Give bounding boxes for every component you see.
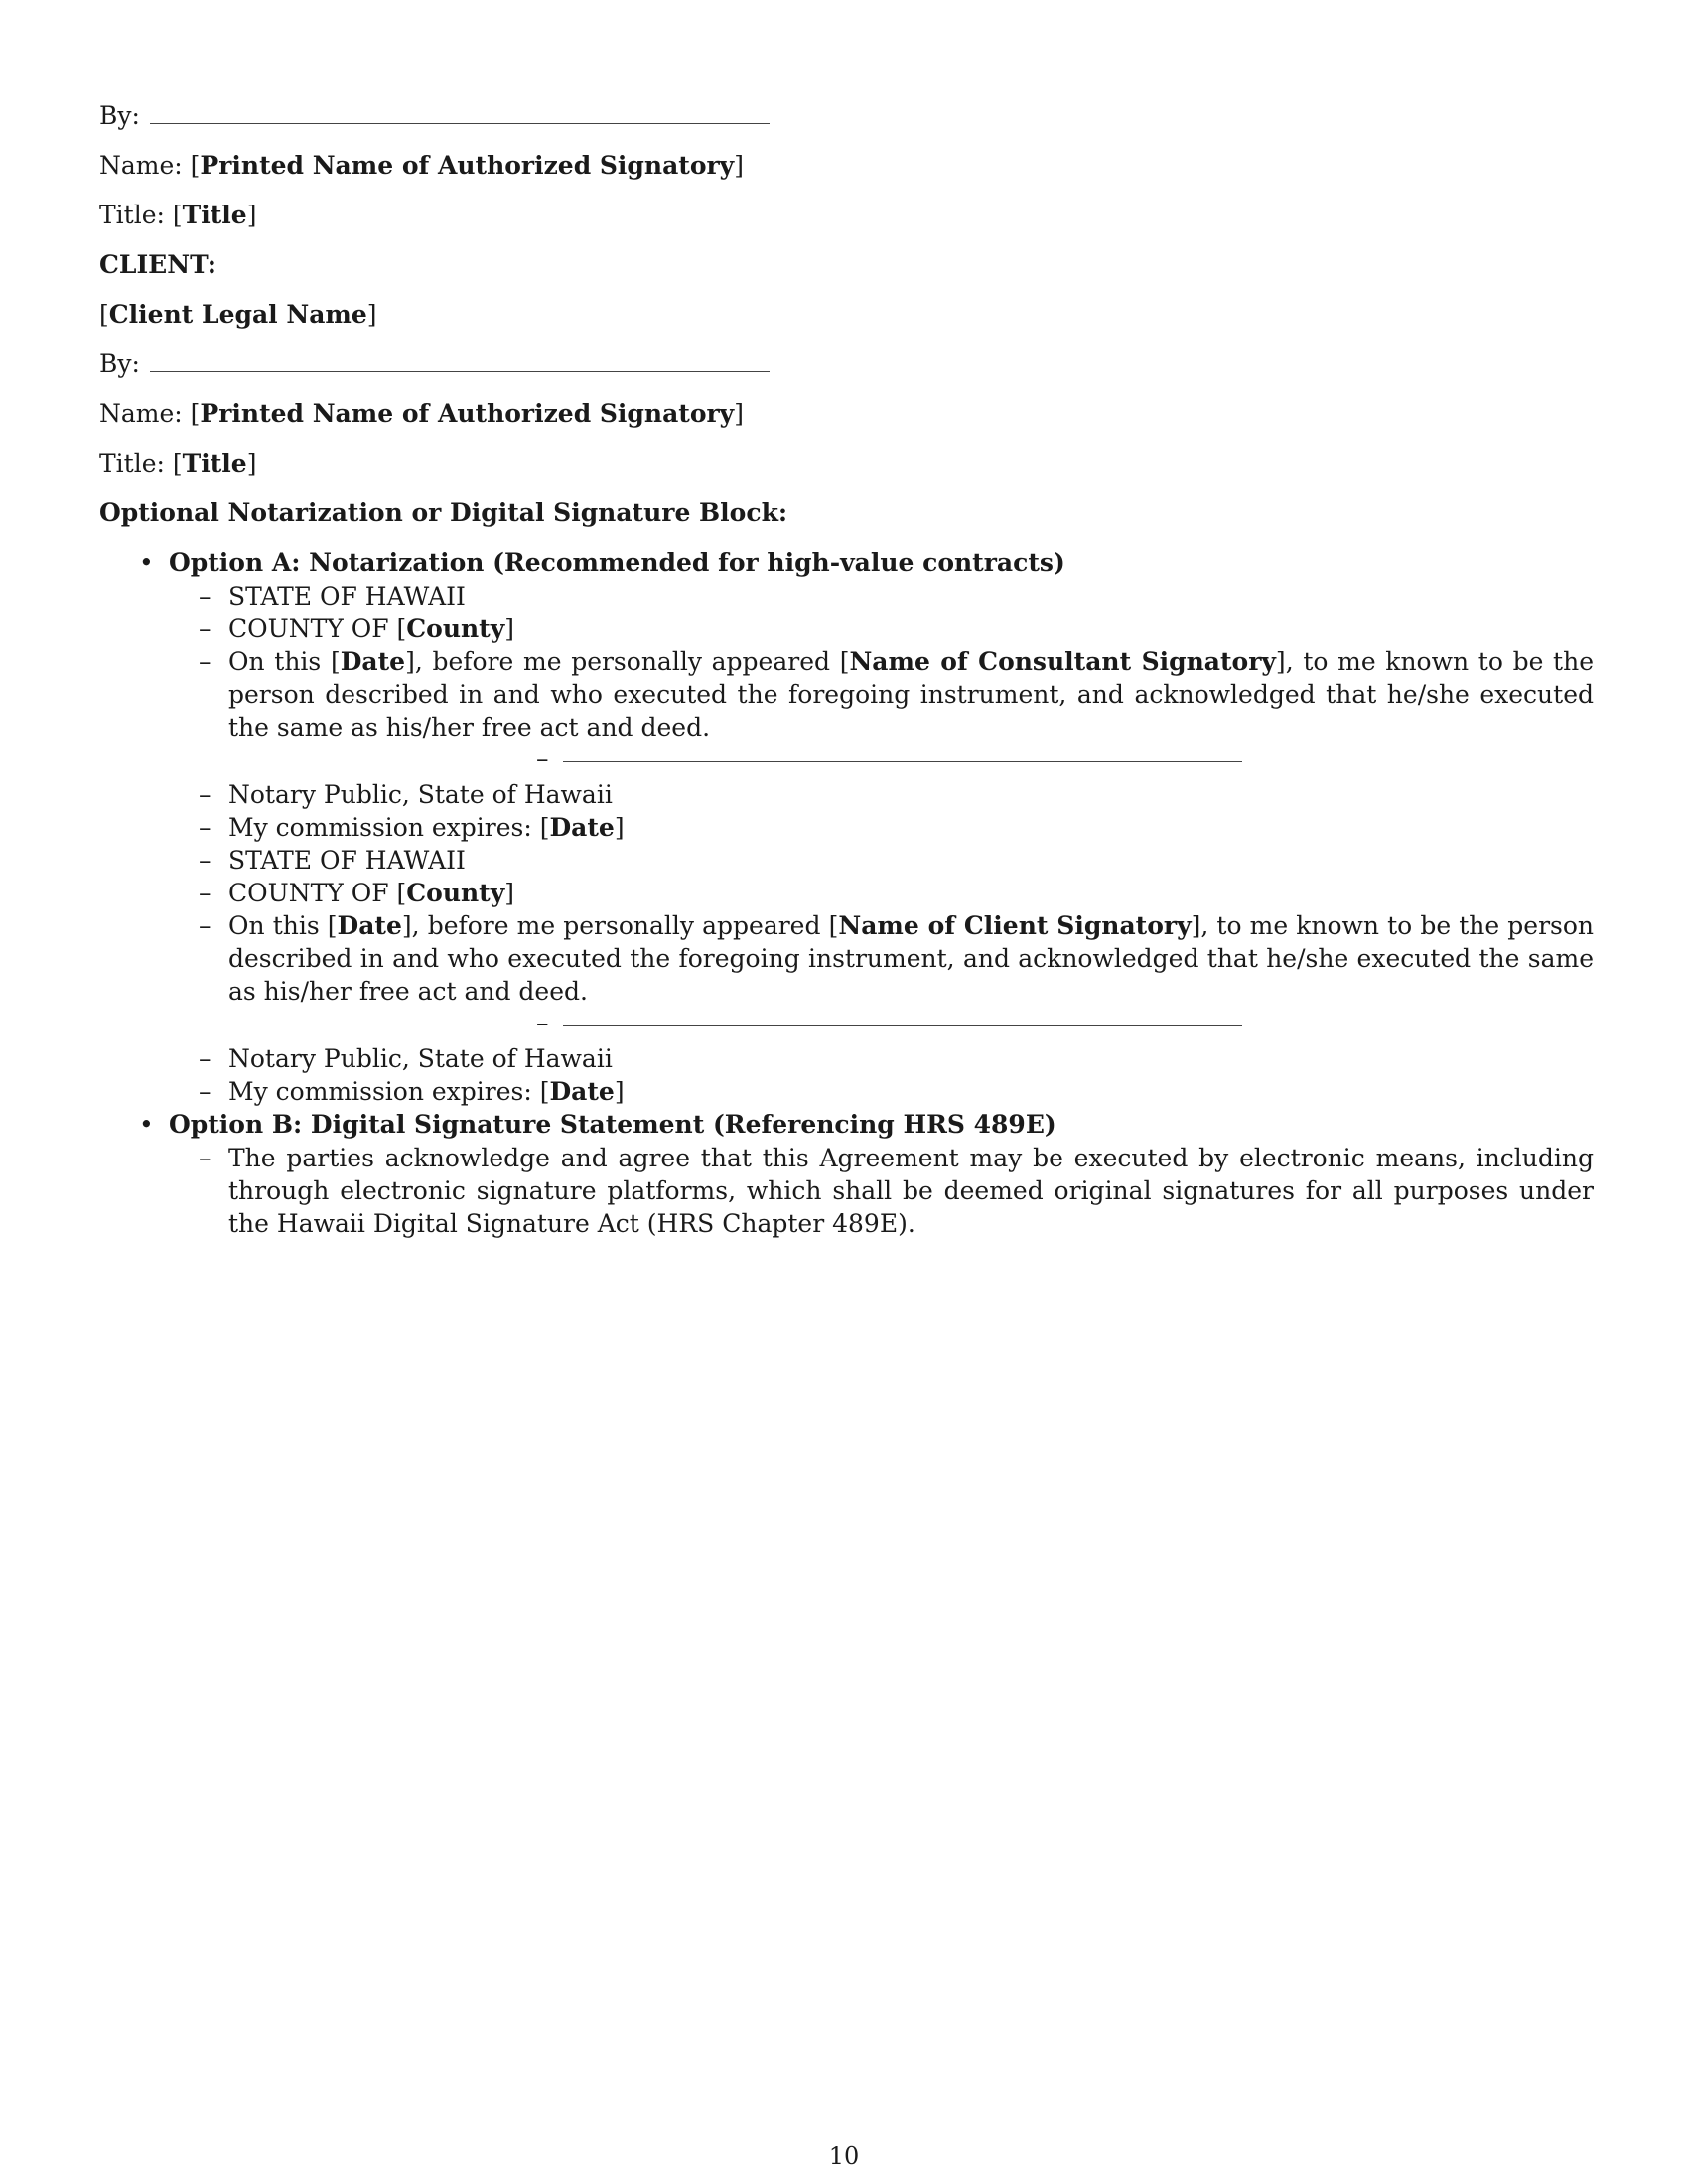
dash-icon: – xyxy=(199,780,211,809)
client-heading: CLIENT: xyxy=(99,250,217,279)
name-value: Printed Name of Authorized Signatory xyxy=(200,151,735,180)
client-acknowledgment: – On this [Date], before me personally appeared [Name of Client Signatory], to me known to be the person described in and who executed the foregoing instrument, and acknowledged that he/she executed the same as his/her free act and deed. xyxy=(199,911,1594,1006)
list-item: – My commission expires: [Date] xyxy=(199,813,625,842)
client-name-line: Name: [Printed Name of Authorized Signatory] xyxy=(99,399,744,428)
by-label: By: xyxy=(99,349,140,378)
signature-line xyxy=(563,1024,1242,1026)
list-item: – STATE OF HAWAII xyxy=(199,582,466,611)
title-value: Title xyxy=(182,201,247,229)
dash-icon: – xyxy=(199,1144,211,1172)
list-item: – Notary Public, State of Hawaii xyxy=(199,1044,613,1073)
name-label: Name: xyxy=(99,399,183,428)
dash-icon: – xyxy=(199,911,211,940)
signature-line xyxy=(150,122,770,124)
client-legal-name: [Client Legal Name] xyxy=(99,300,377,329)
list-item: – My commission expires: [Date] xyxy=(199,1077,625,1106)
by-label: By: xyxy=(99,101,140,130)
list-item: – Notary Public, State of Hawaii xyxy=(199,780,613,809)
dash-icon: – xyxy=(199,647,211,676)
dash-icon: – xyxy=(199,614,211,643)
optional-heading: Optional Notarization or Digital Signature Block: xyxy=(99,498,788,527)
consultant-title-line: Title: [Title] xyxy=(99,201,257,229)
consultant-acknowledgment: – On this [Date], before me personally appeared [Name of Consultant Signatory], to me known to be the person described in and who executed the foregoing instrument, and acknowledged that he/she executed the same as his/her free act and deed. xyxy=(199,647,1595,742)
dash-icon: – xyxy=(536,1009,549,1037)
notary-signature-line xyxy=(536,1009,1242,1038)
name-value: Printed Name of Authorized Signatory xyxy=(200,399,735,428)
client-title-line: Title: [Title] xyxy=(99,449,257,478)
title-label: Title: xyxy=(99,201,165,229)
page-number: 10 xyxy=(828,2142,860,2170)
notary-signature-line xyxy=(536,745,1242,774)
title-value: Title xyxy=(182,449,247,478)
option-b-heading: • Option B: Digital Signature Statement (Referencing HRS 489E) xyxy=(169,1108,1056,1142)
dash-icon: – xyxy=(199,1044,211,1073)
list-item: – STATE OF HAWAII xyxy=(199,846,466,875)
dash-icon: – xyxy=(199,879,211,907)
dash-icon: – xyxy=(199,582,211,611)
bullet-icon: • xyxy=(139,548,154,577)
option-a-heading: • Option A: Notarization (Recommended for high-value contracts) xyxy=(169,546,1065,580)
digital-signature-statement: – The parties acknowledge and agree that this Agreement may be executed by electronic means, including through electronic signature platforms, which shall be deemed original signatures for all purposes under the Hawaii Digital Signature Act (HRS Chapter 489E). xyxy=(199,1144,1594,1238)
client-by-line xyxy=(99,347,770,381)
list-item: – COUNTY OF [County] xyxy=(199,614,515,643)
consultant-by-line xyxy=(99,99,770,133)
dash-icon: – xyxy=(199,846,211,875)
dash-icon: – xyxy=(536,745,549,773)
consultant-name-line: Name: [Printed Name of Authorized Signatory] xyxy=(99,151,744,180)
name-label: Name: xyxy=(99,151,183,180)
bullet-icon: • xyxy=(139,1110,154,1139)
signature-line xyxy=(563,760,1242,762)
list-item: – COUNTY OF [County] xyxy=(199,879,515,907)
dash-icon: – xyxy=(199,1077,211,1106)
dash-icon: – xyxy=(199,813,211,842)
signature-line xyxy=(150,370,770,372)
title-label: Title: xyxy=(99,449,165,478)
